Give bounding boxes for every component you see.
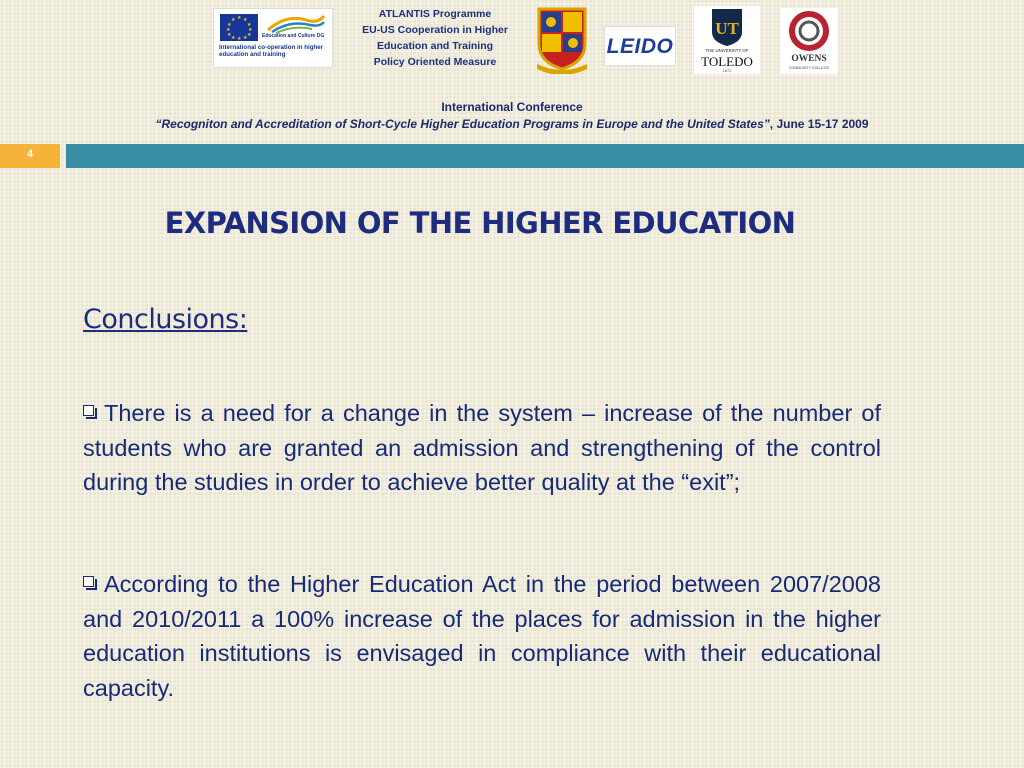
conference-subtitle — [0, 117, 1024, 131]
checkbox-bullet-icon — [83, 405, 98, 420]
conference-subtitle-quoted: “Recogniton and Accreditation of Short-Cycle Higher Education Programs in Europe and the United States” — [155, 117, 770, 131]
conference-title: International Conference — [441, 100, 583, 114]
eu-flag-icon: ★ ★ ★ ★ ★ ★ ★ ★ ★ ★ ★ ★ — [220, 14, 258, 41]
programme-line: EU-US Cooperation in Higher — [362, 24, 508, 36]
eu-education-culture-logo — [213, 8, 333, 68]
programme-line: ATLANTIS Programme — [378, 8, 492, 20]
crest-icon — [533, 6, 591, 74]
owens-community-college-logo — [780, 8, 838, 74]
ut-monogram-icon — [694, 6, 760, 48]
leido-logo — [604, 26, 676, 66]
conclusions-text: Conclusions — [83, 304, 239, 335]
crest-logo — [533, 6, 591, 74]
bullet-text: There is a need for a change in the system – increase of the number of students who are granted an admission and strengthening of the control during the studies in order to achieve better quality at the “exit”; — [83, 400, 881, 495]
leido-logo-text: LEIDO — [606, 35, 674, 58]
owens-logo-sub: COMMUNITY COLLEGE — [788, 66, 830, 70]
slide-number: 4 — [0, 144, 60, 168]
university-of-toledo-logo — [694, 6, 760, 74]
checkbox-bullet-icon — [83, 576, 98, 591]
programme-line: Policy Oriented Measure — [373, 56, 497, 68]
eu-logo-caption: Education and Culture DG — [262, 33, 325, 39]
conclusions-label — [83, 304, 247, 335]
owens-logo-name: OWENS — [791, 54, 827, 64]
toledo-logo-top: THE UNIVERSITY OF — [705, 48, 749, 53]
toledo-logo-year: 1872 — [722, 68, 732, 73]
slide-heading: EXPANSION OF THE HIGHER EDUCATION — [164, 206, 796, 240]
bullet-text: According to the Higher Education Act in the period between 2007/2008 and 2010/2011 a 100% increase of the places for admission in the higher education institutions is envisaged in compliance with their educational capacity. — [83, 571, 881, 701]
accent-bar — [66, 144, 1024, 168]
bullet-paragraph — [83, 396, 881, 500]
owens-o-icon — [780, 8, 838, 54]
conference-subtitle-date: , June 15-17 2009 — [769, 117, 869, 131]
bullet-paragraph — [83, 567, 881, 705]
conclusions-colon: : — [238, 304, 248, 335]
eu-logo-text: International co-operation in higher education and training — [219, 44, 324, 59]
svg-text:UT: UT — [715, 19, 739, 38]
programme-line: Education and Training — [376, 40, 494, 52]
swoosh-icon — [266, 12, 326, 34]
toledo-logo-name: TOLEDO — [701, 54, 753, 69]
programme-description — [340, 6, 530, 70]
